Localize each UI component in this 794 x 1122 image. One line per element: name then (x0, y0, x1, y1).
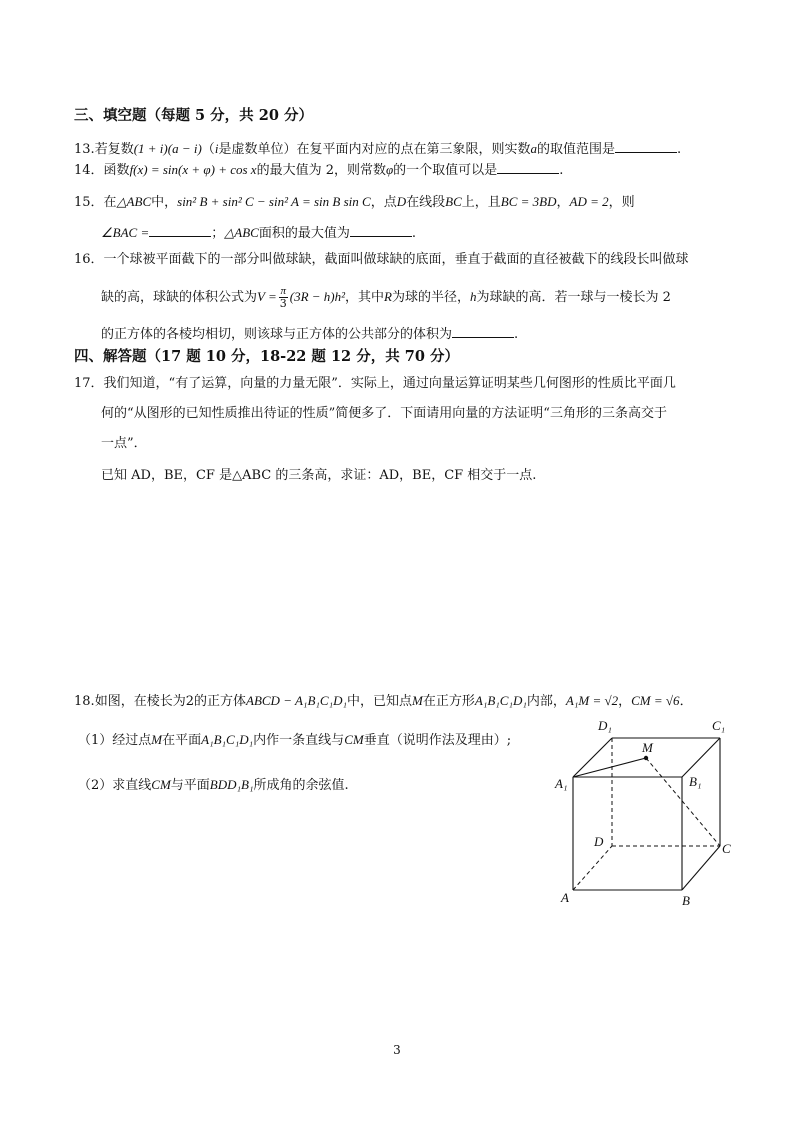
question-17-line-1 (74, 375, 676, 393)
edge-b-c (682, 846, 720, 890)
q13-var-a: a (530, 141, 537, 156)
question-13 (74, 139, 681, 159)
q18-cube-name: ABCD − A₁B₁C₁D₁ (246, 693, 347, 708)
q16-text-2c: 为球的半径， (392, 290, 471, 305)
q15-text-6: ， (556, 195, 570, 210)
q18-point-m: M (412, 693, 423, 708)
q14-expression: f(x) = sin(x + φ) + cos x (129, 162, 257, 177)
segment-a1-m (573, 758, 646, 777)
label-c1: C₁ (712, 718, 726, 733)
q15-text-8: ； (211, 226, 225, 241)
question-16-line-3 (101, 324, 518, 344)
q14-var-phi: φ (385, 162, 394, 177)
q13-text-2: （ (201, 142, 215, 157)
q15-eq-2: AD = 2 (569, 194, 609, 209)
q18-text-3: 中，已知点 (347, 694, 413, 709)
q18-part2-text-b: 与平面 (170, 778, 210, 793)
q15-expression: sin² B + sin² C − sin² A = sin B sin C (177, 194, 371, 209)
q13-var-i: i (214, 141, 219, 156)
q16-fraction-denominator: 3 (279, 297, 287, 310)
label-d: D (594, 834, 604, 849)
question-15-line-2 (101, 223, 416, 243)
q13-number: 13. (74, 142, 95, 157)
q14-answer-blank[interactable] (497, 160, 559, 174)
q15-triangle: △ABC (116, 194, 152, 209)
q15-eq-1: BC = 3BD (500, 194, 557, 209)
q18-text-1: 如图，在棱长为 (94, 694, 186, 709)
label-c: C (722, 841, 731, 856)
q15-answer-blank-1[interactable] (149, 223, 211, 237)
q16-var-h: h (470, 289, 477, 304)
q18-part2-plane: BDD₁B₁ (209, 777, 254, 792)
edge-a-d-hidden (573, 846, 612, 890)
q16-end: . (514, 327, 519, 342)
label-d1: D₁ (598, 718, 612, 733)
label-b: B (682, 893, 690, 908)
edge-a1-d1 (573, 738, 612, 777)
q18-text-4: 在正方形 (422, 694, 475, 709)
q18-eq-2: CM = √6 (631, 693, 680, 708)
q18-square: A₁B₁C₁D₁ (474, 693, 527, 708)
label-a1: A₁ (555, 776, 568, 791)
q17-number: 17． (74, 376, 104, 391)
question-18-line-1 (74, 692, 693, 711)
q18-part1-text-a: （1）经过点 (78, 733, 152, 748)
q14-number: 14． (74, 163, 104, 178)
q15-text-2: 中， (151, 195, 178, 210)
q18-part1-point-m: M (151, 732, 163, 747)
label-a: A (561, 890, 569, 905)
q18-part2-cm: CM (151, 777, 171, 792)
q14-text-2: 的最大值为 2，则常数 (256, 163, 386, 178)
question-14 (74, 160, 563, 180)
q15-text-1: 在 (103, 195, 117, 210)
q17-text-1: 我们知道，“有了运算，向量的力量无限”．实际上，通过向量运算证明某些几何图形的性质比平面几 (103, 376, 676, 391)
q14-text-3: 的一个取值可以是 (393, 163, 498, 178)
point-m (644, 756, 648, 760)
cube-figure (552, 712, 742, 910)
q15-text-3: ，点 (370, 195, 397, 210)
q18-number: 18. (74, 694, 95, 709)
question-17-line-3: 一点”． (101, 436, 147, 451)
q15-text-7: ，则 (608, 195, 635, 210)
q15-triangle-2: △ABC (224, 225, 259, 240)
q13-answer-blank[interactable] (615, 139, 677, 153)
q18-part1-text-c: 内作一条直线与 (253, 733, 345, 748)
q18-part1-text-b: 在平面 (162, 733, 202, 748)
q16-text-1: 一个球被平面截下的一部分叫做球缺，截面叫做球缺的底面，垂直于截面的直径被截下的线段长叫做球 (103, 252, 689, 267)
q16-fraction-numerator: π (280, 285, 286, 297)
q15-segment-bc: BC (445, 194, 462, 209)
q15-text-9: 面积的最大值为 (258, 226, 350, 241)
q15-point-d: D (396, 194, 407, 209)
q16-v-equals: V = (257, 289, 277, 304)
q16-formula-rest: (3R − h)h² (289, 289, 346, 304)
q18-part1-text-d: 垂直（说明作法及理由）; (363, 733, 512, 748)
q18-part1-cm: CM (344, 732, 364, 747)
q18-part2-text-a: （2）求直线 (78, 778, 152, 793)
label-b1: B₁ (689, 774, 702, 789)
q15-end: . (411, 226, 416, 241)
q16-text-3: 的正方体的各棱均相切，则该球与正方体的公共部分的体积为 (101, 327, 453, 342)
question-16-line-2 (101, 283, 671, 312)
question-15-line-1 (74, 193, 635, 212)
question-18-part-2 (78, 776, 349, 795)
q18-text-5: 内部， (526, 694, 566, 709)
question-16-line-1 (74, 251, 689, 269)
q15-number: 15． (74, 195, 104, 210)
question-18-part-1 (78, 731, 511, 750)
segment-m-c-hidden (646, 758, 720, 846)
q13-end: . (676, 142, 682, 157)
q18-part2-text-c: 所成角的余弦值. (253, 778, 349, 793)
q14-end: . (559, 163, 564, 178)
q13-text-4: 的取值范围是 (536, 142, 615, 157)
question-17-line-2: 何的“从图形的已知性质推出待证的性质”简便多了．下面请用向量的方法证明“三角形的三条高交于 (101, 406, 667, 421)
label-m: M (642, 740, 653, 755)
edge-c1-b1 (682, 738, 720, 777)
q18-part1-plane: A₁B₁C₁D₁ (201, 732, 254, 747)
question-17-given: 已知 AD，BE，CF 是△ABC 的三条高，求证：AD，BE，CF 相交于一点. (101, 468, 537, 483)
q18-eq-1: A₁M = √2 (565, 693, 619, 708)
q18-text-2: 的正方体 (193, 694, 246, 709)
section3-title: 三、填空题（每题 5 分，共 20 分） (74, 107, 313, 124)
q16-var-r: R (384, 289, 392, 304)
q13-text-1: 若复数 (94, 142, 134, 157)
q14-text-1: 函数 (103, 163, 130, 178)
q16-text-2a: 缺的高，球缺的体积公式为 (101, 290, 258, 305)
q16-fraction (279, 285, 288, 310)
q16-number: 16． (74, 252, 104, 267)
section4-title: 四、解答题（17 题 10 分，18-22 题 12 分，共 70 分） (74, 348, 459, 365)
q15-text-5: 上，且 (461, 195, 501, 210)
q15-angle: ∠BAC = (101, 225, 150, 240)
q13-expression: (1 + i)(a − i) (133, 141, 202, 156)
q18-text-6: ， (618, 694, 632, 709)
q16-text-2d: 为球缺的高．若一球与一棱长为 2 (476, 290, 671, 305)
q18-end: ． (679, 694, 693, 709)
q13-text-3: 是虚数单位）在复平面内对应的点在第三象限，则实数 (218, 142, 531, 157)
q18-two: 2 (185, 694, 194, 709)
q15-answer-blank-2[interactable] (350, 223, 412, 237)
page-number: 3 (393, 1043, 401, 1057)
q15-text-4: 在线段 (406, 195, 446, 210)
q16-answer-blank[interactable] (452, 324, 514, 338)
q16-text-2b: ，其中 (345, 290, 385, 305)
